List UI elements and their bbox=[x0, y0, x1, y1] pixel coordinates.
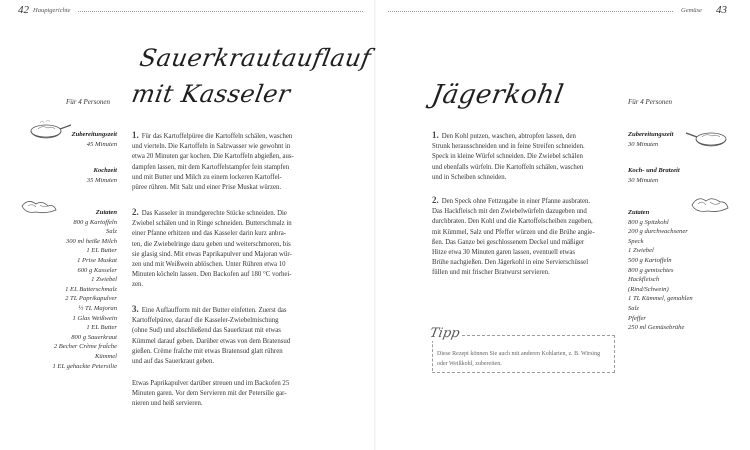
ingredient: 2 Becher Crème fraîche bbox=[53, 343, 117, 351]
step-number: 3. bbox=[132, 304, 139, 314]
right-prep-time bbox=[628, 130, 738, 149]
left-ingredients-label: Zutaten bbox=[95, 209, 117, 216]
right-recipe-title: Jägerkohl bbox=[429, 80, 567, 110]
step-line: dampfen lassen, mit dem Kartoffelstampfer fein stampfen bbox=[132, 163, 290, 171]
step-line: ten, die Zwiebelringe dazu geben und weiterschmoren, bis bbox=[132, 240, 291, 248]
ingredient: 1 Prise Muskat bbox=[77, 256, 117, 264]
step-line: Zwiebel schälen und in Ringe schneiden. Butterschmalz in bbox=[132, 220, 292, 228]
left-cook-label: Kochzeit bbox=[93, 167, 117, 174]
right-cook-label: Koch- und Bratzeit bbox=[628, 167, 680, 174]
ingredient: 250 ml Gemüsebrühe bbox=[628, 324, 685, 332]
step-line: durchbraten. Den Kohl und die Kartoffelscheiben zugeben, bbox=[432, 218, 593, 226]
step-line: und ebenfalls würfeln. Die Kartoffeln schälen, waschen bbox=[432, 163, 584, 171]
ingredient: 300 ml heiße Milch bbox=[65, 237, 117, 245]
right-header-rule bbox=[388, 11, 673, 12]
step-line: Hitze etwa 30 Minuten garen lassen, eventuell etwas bbox=[432, 249, 576, 257]
step-line: Strunk herausschneiden und in feine Streifen schneiden. bbox=[432, 143, 585, 151]
left-cook-time bbox=[0, 166, 117, 185]
ingredient: ½ TL Majoran bbox=[78, 304, 117, 312]
ingredient: Pfeffer bbox=[628, 314, 646, 322]
ingredient: 1 EL Butter bbox=[86, 324, 117, 332]
book-gutter bbox=[374, 0, 376, 450]
left-page-number: 42 bbox=[18, 4, 29, 16]
left-step-continuation bbox=[132, 379, 364, 410]
step-line: Minuten garen. Vor dem Servieren mit der Petersilie gar- bbox=[132, 390, 287, 398]
ingredient: 1 EL gehackte Petersilie bbox=[52, 362, 117, 370]
tip-text bbox=[437, 349, 615, 369]
step-line: Minuten köcheln lassen. Den Backofen auf 180 °C vorhei- bbox=[132, 271, 292, 279]
left-prep-label: Zubereitungszeit bbox=[71, 131, 117, 138]
right-prep-value: 30 Minuten bbox=[628, 140, 659, 148]
step-line: und auf das Sauerkraut geben. bbox=[132, 358, 215, 366]
step-line: ßen. Das Ganze bei geschlossenem Deckel und mäßiger bbox=[432, 238, 585, 246]
left-recipe-title-line2: mit Kasseler bbox=[129, 80, 293, 108]
right-prep-label: Zubereitungszeit bbox=[628, 131, 674, 138]
ingredient: Kümmel bbox=[95, 352, 117, 360]
step-line: und mit Butter und Milch zu einem lockeren Kartoffel- bbox=[132, 173, 282, 181]
left-header-rule bbox=[78, 11, 363, 12]
step-number: 2. bbox=[132, 207, 139, 217]
left-running-head: Hauptgerichte bbox=[33, 7, 71, 14]
step-line: püree rühren. Mit Salz und einer Prise Muskat würzen. bbox=[132, 184, 282, 192]
left-prep-time bbox=[0, 130, 117, 149]
ingredient: (Rind/Schwein) bbox=[628, 285, 669, 293]
step-line: Den Kohl putzen, waschen, abtropfen lassen, den bbox=[441, 133, 576, 140]
ingredient: 600 g Kasseler bbox=[77, 266, 117, 274]
step-line: Kümmel darauf geben. Darüber etwas von dem Bratensud bbox=[132, 337, 291, 345]
right-step-2 bbox=[432, 195, 614, 279]
ingredient: Salz bbox=[628, 304, 639, 312]
ingredient: Hackfleisch bbox=[628, 276, 660, 284]
step-line: Speck in kleine Würfel schneiden. Die Zwiebel schälen bbox=[432, 153, 583, 161]
left-step-1 bbox=[132, 130, 364, 193]
left-ingredients bbox=[0, 208, 117, 371]
ingredient: Speck bbox=[628, 237, 644, 245]
ingredient: 1 EL Butter bbox=[86, 247, 117, 255]
step-line: einer Pfanne erhitzen und das Kasseler darin kurz anbra- bbox=[132, 230, 286, 238]
step-line: Etwas Paprikapulver darüber streuen und im Backofen 25 bbox=[132, 380, 290, 387]
ingredient: 1 TL Kümmel, gemahlen bbox=[628, 295, 693, 303]
ingredient: 200 g durchwachsener bbox=[628, 228, 688, 236]
right-step-1 bbox=[432, 130, 614, 183]
step-line: sie glasig sind. Mit etwas Paprikapulver und Majoran wür- bbox=[132, 250, 292, 258]
right-ingredients-label: Zutaten bbox=[628, 209, 650, 216]
step-line: etwa 20 Minuten gar kochen. Die Kartoffeln abgießen, aus- bbox=[132, 153, 294, 161]
step-line: Das Hackfleisch mit den Zwiebelwürfeln dazugeben und bbox=[432, 208, 587, 216]
right-cook-time bbox=[628, 166, 738, 185]
step-line: Das Kasseler in mundgerechte Stücke schneiden. Die bbox=[141, 210, 287, 217]
left-cook-value: 35 Minuten bbox=[86, 176, 117, 184]
step-line: Den Speck ohne Fettzugabe in einer Pfanne ausbraten. bbox=[441, 198, 591, 205]
ingredient: 800 g gemischtes bbox=[628, 266, 674, 274]
ingredient: 1 EL Butterschmalz bbox=[65, 285, 117, 293]
step-line: Eine Auflaufform mit der Butter einfetten. Zuerst das bbox=[141, 307, 287, 314]
ingredient: 800 g Kartoffeln bbox=[73, 218, 117, 226]
left-prep-value: 45 Minuten bbox=[86, 140, 117, 148]
ingredient: 1 Zwiebel bbox=[91, 276, 117, 284]
tip-line: oder Weißkohl, zubereiten. bbox=[437, 361, 502, 367]
right-ingredients bbox=[628, 208, 738, 333]
step-line: und in Scheiben schneiden. bbox=[432, 173, 507, 181]
ingredient: Salz bbox=[106, 228, 117, 236]
ingredient: 800 g Sauerkraut bbox=[71, 333, 117, 341]
step-line: (ohne Sud) und abschließend das Sauerkraut mit etwas bbox=[132, 327, 281, 335]
step-line: und vierteln. Die Kartoffeln in Salzwasser wie gewohnt in bbox=[132, 143, 291, 151]
left-serves: Für 4 Personen bbox=[66, 98, 110, 106]
ingredient: 1 Glas Weißwein bbox=[72, 314, 117, 322]
right-serves: Für 4 Personen bbox=[628, 98, 672, 106]
left-step-2 bbox=[132, 207, 364, 291]
ingredient: 500 g Kartoffeln bbox=[628, 256, 672, 264]
tip-line: Diese Rezept können Sie auch mit anderen Kohlarten, z. B. Wirsing bbox=[437, 351, 601, 357]
right-page-number: 43 bbox=[716, 4, 727, 16]
step-line: Brühe nachgießen. Den Jägerkohl in eine Servierschüssel bbox=[432, 259, 589, 267]
step-line: Kartoffelpüree, darauf die Kasseler-Zwiebelmischung bbox=[132, 317, 279, 325]
ingredient: 800 g Spitzkohl bbox=[628, 218, 669, 226]
right-cook-value: 30 Minuten bbox=[628, 176, 659, 184]
step-number: 2. bbox=[432, 195, 439, 205]
left-recipe-title-line1: Sauerkrautauflauf bbox=[137, 44, 374, 72]
step-line: zen. bbox=[132, 281, 144, 289]
step-line: zen und mit Weißwein ablöschen. Unter Rühren etwa 10 bbox=[132, 261, 286, 269]
step-line: füllen und mit frischer Bratwurst servieren. bbox=[432, 269, 550, 277]
step-line: Für das Kartoffelpüree die Kartoffeln schälen, waschen bbox=[141, 133, 293, 140]
step-number: 1. bbox=[432, 130, 439, 140]
step-line: nieren und heiß servieren. bbox=[132, 400, 203, 408]
ingredient: 2 TL Paprikapulver bbox=[65, 295, 117, 303]
right-running-head: Gemüse bbox=[681, 7, 702, 14]
left-step-3 bbox=[132, 304, 364, 367]
step-number: 1. bbox=[132, 130, 139, 140]
step-line: gießen. Crème fraîche mit etwas Bratensud glatt rühren bbox=[132, 347, 283, 355]
step-line: mit Kümmel, Salz und Pfeffer würzen und die Brühe angie- bbox=[432, 228, 595, 236]
tip-label: Tipp bbox=[428, 326, 461, 341]
ingredient: 1 Zwiebel bbox=[628, 247, 654, 255]
